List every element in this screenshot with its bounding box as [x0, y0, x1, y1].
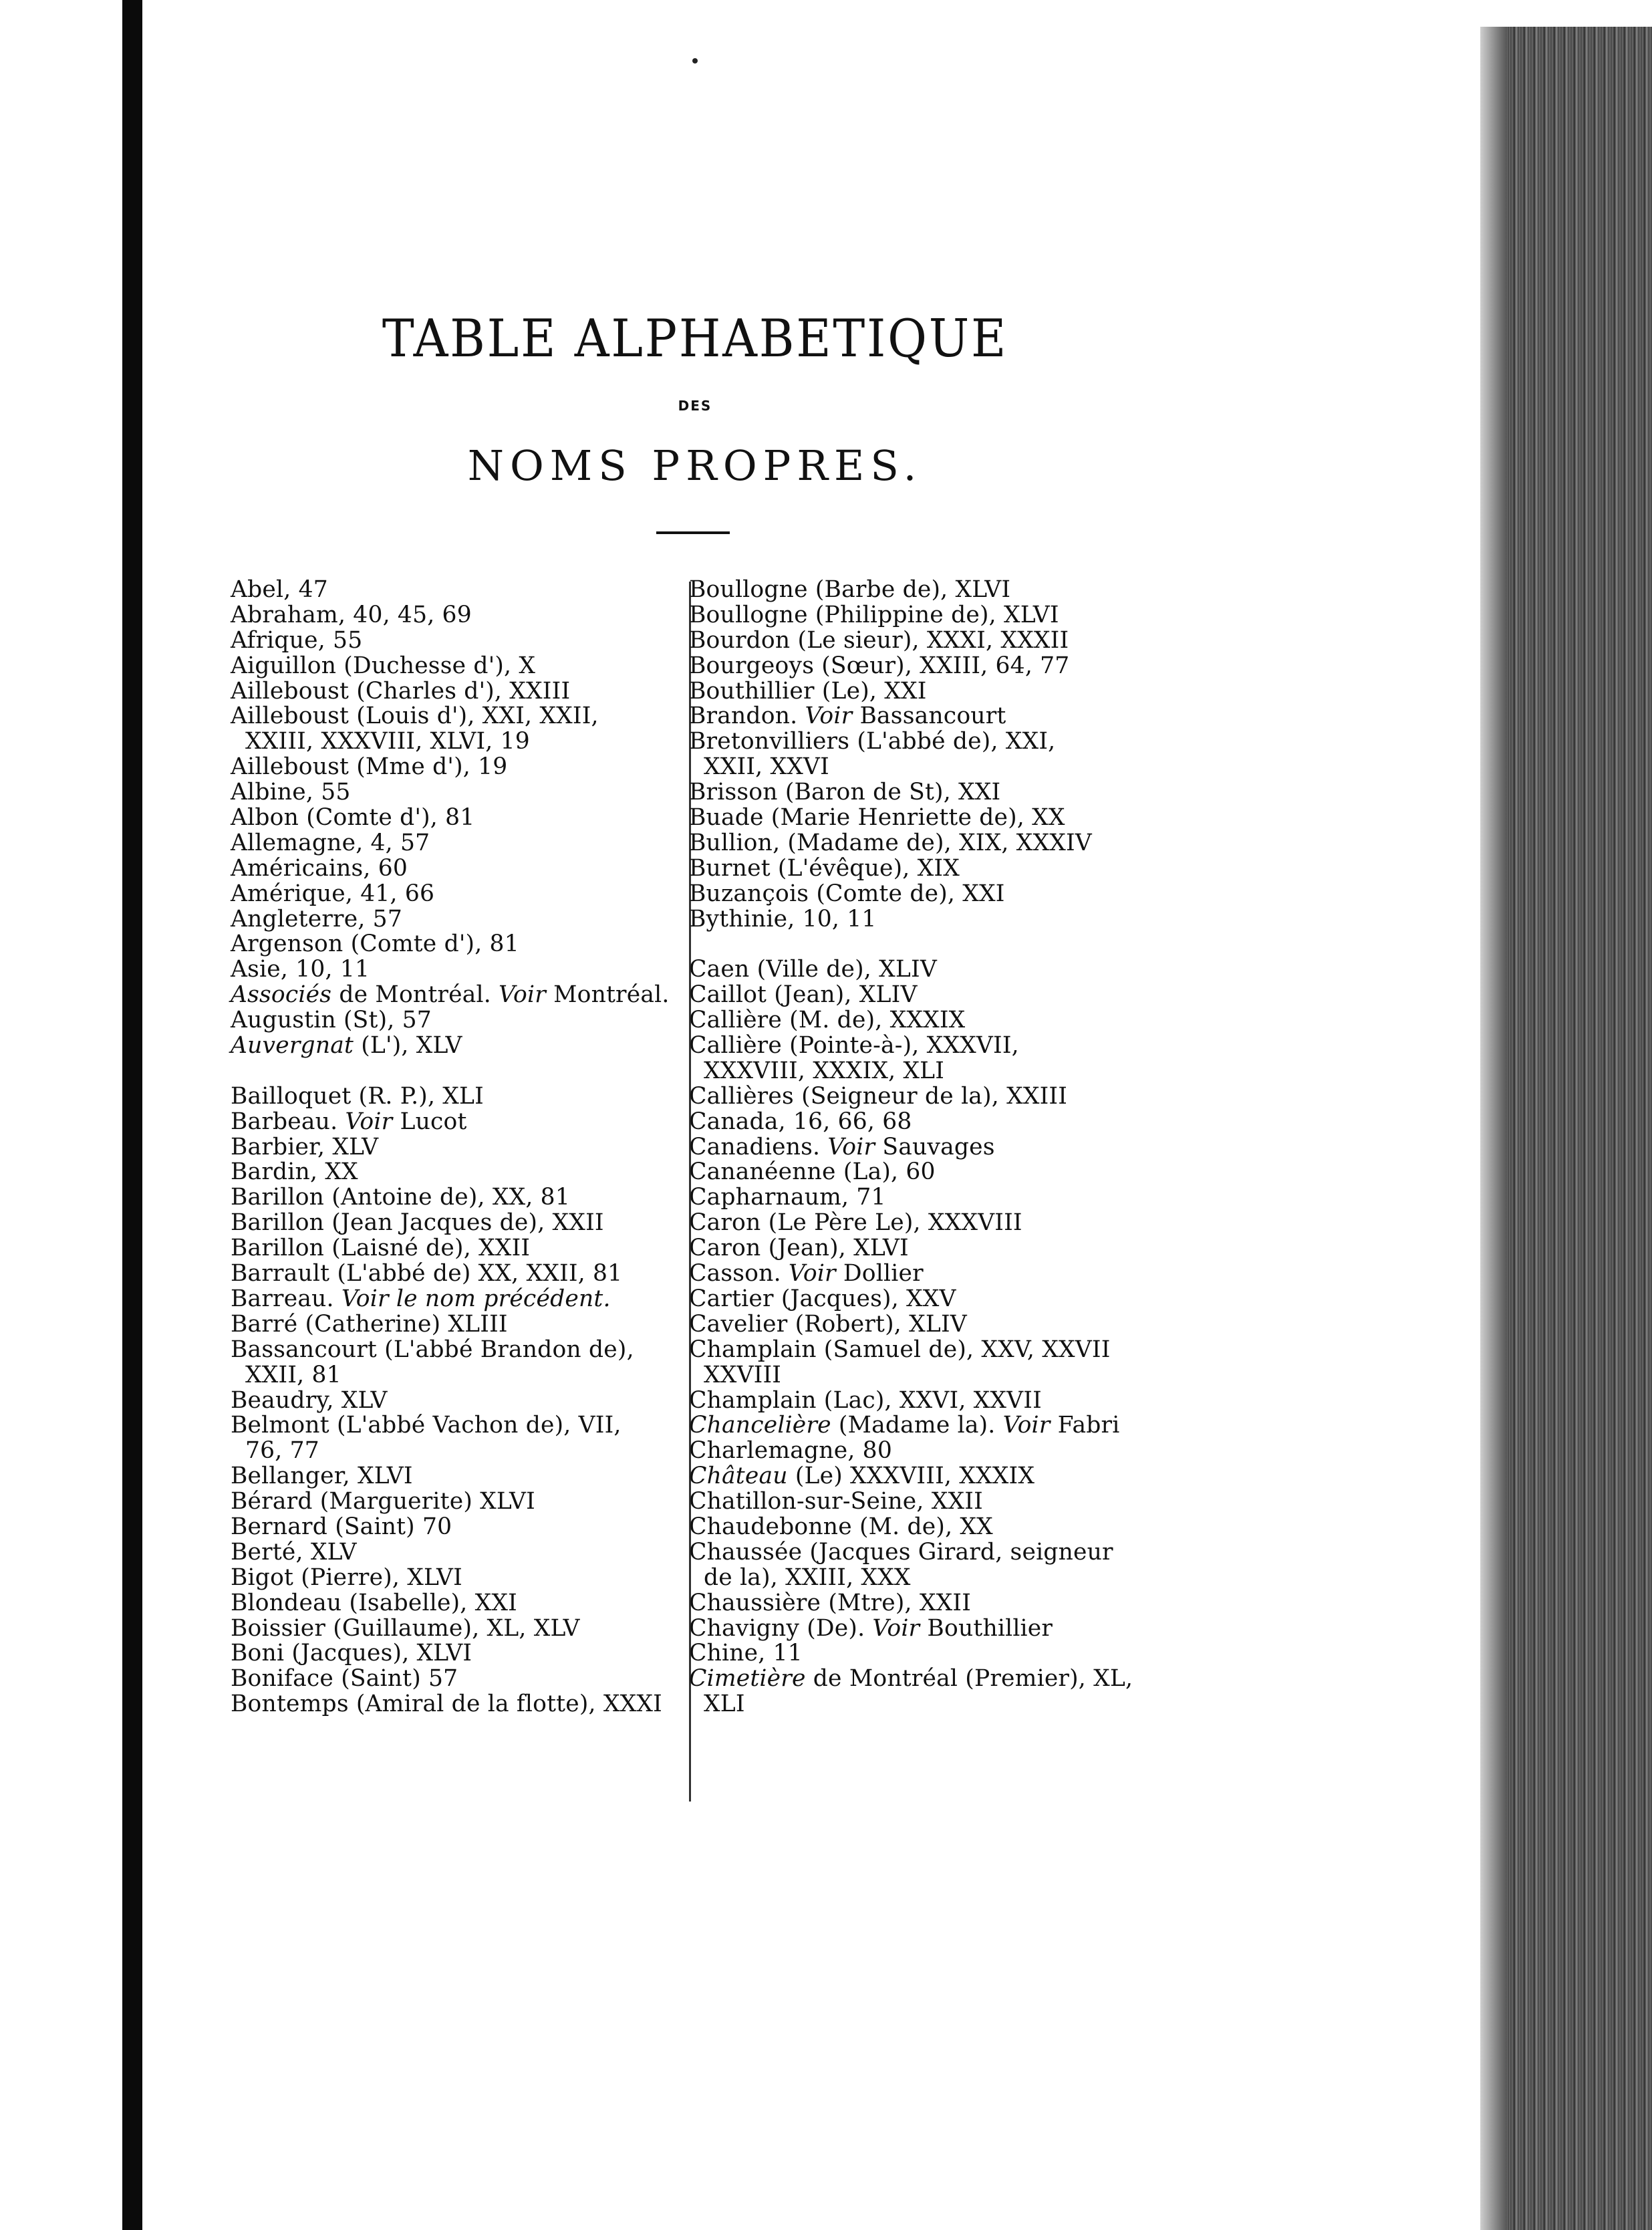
index-entry [231, 932, 685, 957]
index-entry-text: Chavigny (De). [689, 1614, 873, 1642]
index-entry-text: Augustin (St), 57 [231, 1007, 432, 1034]
index-entry [689, 957, 1137, 983]
index-entry [689, 1236, 1137, 1261]
index-entry [689, 578, 1137, 603]
index-entry-text: Cavelier (Robert), XLIV [689, 1310, 967, 1338]
index-entry-text: Chaudebonne (M. de), XX [689, 1513, 993, 1540]
index-entry [689, 1666, 1137, 1692]
index-entry [231, 831, 685, 856]
index-entry-text: de Montréal. [331, 981, 499, 1009]
index-entry-text: Caillot (Jean), XLIV [689, 981, 918, 1009]
index-entry-italic: Voir [499, 981, 546, 1009]
index-section-gap [231, 1059, 685, 1084]
page-mark [692, 58, 698, 64]
index-entry-text: Barrault (L'abbé de) XX, XXII, 81 [231, 1260, 623, 1287]
index-entry-text: Barillon (Antoine de), XX, 81 [231, 1184, 570, 1211]
index-entry [231, 983, 685, 1008]
index-entry [231, 578, 685, 603]
index-entry [689, 1261, 1137, 1287]
index-entry [231, 882, 685, 907]
index-entry-text: Afrique, 55 [231, 626, 363, 654]
index-entry-text: XXIII, XXXVIII, XLVI, 19 [245, 728, 530, 755]
index-entry-text: de Montréal (Premier), XL, [805, 1665, 1133, 1693]
index-entry-italic: Voir [788, 1260, 836, 1287]
index-entry-italic: Voir [805, 703, 853, 730]
index-entry-text: de la), XXIII, XXX [704, 1564, 911, 1591]
index-entry-text: Bontemps (Amiral de la flotte), XXXI [231, 1691, 662, 1718]
index-entry [231, 856, 685, 882]
index-entry-text: Boissier (Guillaume), XL, XLV [231, 1614, 580, 1642]
index-entry [689, 882, 1137, 907]
index-entry-text: Buzançois (Comte de), XXI [689, 880, 1005, 907]
index-entry-italic: Voir [345, 1108, 393, 1135]
index-entry-text: Albon (Comte d'), 81 [231, 804, 475, 832]
index-entry-text: Bailloquet (R. P.), XLI [231, 1082, 484, 1110]
index-entry [689, 806, 1137, 831]
index-entry-text: Abraham, 40, 45, 69 [231, 601, 472, 628]
index-entry-text: Barbeau. [231, 1108, 346, 1135]
index-entry-text: Barreau. [231, 1285, 341, 1312]
index-entry-text: Bretonvilliers (L'abbé de), XXI, [689, 728, 1056, 755]
index-entry [231, 1692, 685, 1717]
index-entry-text: Charlemagne, 80 [689, 1437, 892, 1465]
index-entry [231, 1489, 685, 1515]
index-entry [231, 704, 685, 729]
index-entry [689, 831, 1137, 856]
index-column-left [231, 578, 685, 1717]
index-entry [689, 1489, 1137, 1515]
index-section-gap [689, 932, 1137, 957]
index-entry-text: Canadiens. [689, 1133, 828, 1160]
page-title-secondary: NOMS PROPRES. [467, 441, 923, 490]
index-entry-text: XXII, 81 [245, 1361, 341, 1388]
index-entry-text: Callière (M. de), XXXIX [689, 1007, 966, 1034]
index-entry-text: Argenson (Comte d'), 81 [231, 931, 519, 958]
index-entry-text: Barré (Catherine) XLIII [231, 1310, 508, 1338]
index-entry [689, 1110, 1137, 1135]
index-entry [689, 983, 1137, 1008]
index-entry-italic: Voir [827, 1133, 875, 1160]
index-entry [231, 1135, 685, 1160]
index-entry [231, 1110, 685, 1135]
index-entry [231, 1008, 685, 1033]
index-entry-text: Allemagne, 4, 57 [231, 829, 430, 856]
index-entry [689, 1413, 1137, 1439]
index-entry [689, 780, 1137, 806]
index-entry-italic: Voir le nom précédent. [341, 1285, 611, 1312]
page-title: TABLE ALPHABETIQUE [382, 309, 1008, 369]
index-entry-text: Bérard (Marguerite) XLVI [231, 1488, 535, 1515]
index-entry [231, 1338, 685, 1363]
index-entry [231, 1616, 685, 1642]
index-entry [231, 1515, 685, 1540]
index-entry [689, 679, 1137, 705]
index-entry-text: Bernard (Saint) 70 [231, 1513, 452, 1540]
index-entry [231, 1641, 685, 1666]
index-entry [231, 654, 685, 679]
title-rule [656, 531, 730, 534]
index-entry-text: Asie, 10, 11 [231, 956, 370, 983]
index-entry [689, 1008, 1137, 1033]
index-entry [689, 1591, 1137, 1616]
index-entry [231, 628, 685, 654]
index-entry-text: Bouthillier (Le), XXI [689, 677, 927, 705]
index-entry [231, 1261, 685, 1287]
index-entry [689, 1692, 1137, 1717]
index-entry [231, 1464, 685, 1489]
index-entry-text: Chaussière (Mtre), XXII [689, 1589, 972, 1616]
index-entry-italic: Cimetière [689, 1665, 806, 1693]
index-entry-text: (L'), XLV [354, 1032, 462, 1060]
index-entry-text: Boniface (Saint) 57 [231, 1665, 458, 1693]
index-entry-text: Cartier (Jacques), XXV [689, 1285, 956, 1312]
index-entry [231, 729, 685, 755]
binding-shadow [122, 0, 142, 2230]
index-entry [231, 1084, 685, 1110]
index-entry-text: Boni (Jacques), XLVI [231, 1640, 472, 1667]
index-entry-text: Caron (Le Père Le), XXXVIII [689, 1209, 1022, 1237]
index-entry-text: Brisson (Baron de St), XXI [689, 779, 1001, 806]
index-entry-text: Champlain (Lac), XXVI, XXVII [689, 1386, 1042, 1414]
index-entry [231, 1388, 685, 1414]
index-entry-text: Bouthillier [920, 1614, 1053, 1642]
index-entry-text: Fabri [1050, 1412, 1120, 1439]
index-entry-italic: Chancelière [689, 1412, 831, 1439]
index-entry-text: Bassancourt [852, 703, 1006, 730]
index-entry [231, 957, 685, 983]
index-entry-text: Montréal. [545, 981, 670, 1009]
book-page-edges [1480, 27, 1652, 2230]
index-entry [231, 1566, 685, 1591]
index-entry-text: Barillon (Laisné de), XXII [231, 1235, 531, 1262]
index-entry [689, 856, 1137, 882]
index-entry-text: Canada, 16, 66, 68 [689, 1108, 912, 1135]
index-entry-text: Casson. [689, 1260, 789, 1287]
index-entry [231, 1540, 685, 1566]
index-entry-text: XLI [704, 1691, 745, 1718]
index-entry-text: XXXVIII, XXXIX, XLI [704, 1057, 945, 1084]
index-entry-text: Belmont (L'abbé Vachon de), VII, [231, 1412, 622, 1439]
index-entry-text: Caen (Ville de), XLIV [689, 956, 937, 983]
index-entry [689, 1363, 1137, 1388]
index-entry-text: Bassancourt (L'abbé Brandon de), [231, 1336, 634, 1363]
index-entry-italic: Auvergnat [231, 1032, 354, 1060]
index-entry-text: Sauvages [875, 1133, 995, 1160]
index-entry [689, 603, 1137, 628]
index-column-right [689, 578, 1137, 1717]
index-entry-text: Barbier, XLV [231, 1133, 379, 1160]
index-entry-text: Buade (Marie Henriette de), XX [689, 804, 1065, 832]
index-entry-text: 76, 77 [245, 1437, 319, 1465]
index-entry-text: Caron (Jean), XLVI [689, 1235, 909, 1262]
index-entry [689, 1616, 1137, 1642]
index-entry [689, 1185, 1137, 1211]
index-entry-text: Barillon (Jean Jacques de), XXII [231, 1209, 604, 1237]
index-entry-text: (Madame la). [831, 1412, 1003, 1439]
index-entry-text: Capharnaum, 71 [689, 1184, 886, 1211]
index-entry-text: Lucot [392, 1108, 467, 1135]
index-entry [231, 1033, 685, 1059]
index-entry [689, 1135, 1137, 1160]
index-entry [231, 1236, 685, 1261]
page-subtitle: DES [678, 398, 712, 414]
index-entry-text: Ailleboust (Louis d'), XXI, XXII, [231, 703, 599, 730]
index-entry [231, 1160, 685, 1185]
index-entry [689, 1338, 1137, 1363]
index-entry-text: Américains, 60 [231, 854, 408, 882]
index-entry [231, 679, 685, 705]
index-entry [231, 1287, 685, 1312]
index-entry-italic: Associés [231, 981, 332, 1009]
index-entry-text: Berté, XLV [231, 1538, 357, 1566]
index-entry-text: XXII, XXVI [704, 753, 829, 781]
index-entry [231, 780, 685, 806]
index-entry-text: Brandon. [689, 703, 805, 730]
index-entry [231, 1211, 685, 1236]
index-entry [231, 1666, 685, 1692]
index-entry [689, 654, 1137, 679]
index-entry [689, 1540, 1137, 1566]
index-entry-text: Abel, 47 [231, 576, 328, 603]
index-entry [231, 1439, 685, 1464]
index-entry-text: Chaussée (Jacques Girard, seigneur [689, 1538, 1113, 1566]
index-entry [689, 1312, 1137, 1338]
index-entry [231, 1363, 685, 1388]
index-entry [689, 1464, 1137, 1489]
index-entry-text: Bullion, (Madame de), XIX, XXXIV [689, 829, 1092, 856]
index-entry-text: Bardin, XX [231, 1158, 358, 1186]
index-entry-text: Boullogne (Barbe de), XLVI [689, 576, 1011, 603]
index-entry [689, 1059, 1137, 1084]
index-entry [689, 1211, 1137, 1236]
index-entry-text: Chatillon-sur-Seine, XXII [689, 1488, 983, 1515]
index-entry [689, 628, 1137, 654]
index-entry [689, 1388, 1137, 1414]
index-entry [689, 1515, 1137, 1540]
index-entry [689, 1033, 1137, 1059]
index-entry-text: Ailleboust (Charles d'), XXIII [231, 677, 571, 705]
index-entry-text: Callière (Pointe-à-), XXXVII, [689, 1032, 1019, 1060]
index-entry [231, 1185, 685, 1211]
index-entry-text: (Le) XXXVIII, XXXIX [787, 1463, 1035, 1490]
index-entry-text: Aiguillon (Duchesse d'), X [231, 652, 536, 679]
index-entry [689, 729, 1137, 755]
index-entry-text: Blondeau (Isabelle), XXI [231, 1589, 517, 1616]
index-entry [231, 1312, 685, 1338]
index-entry [689, 1084, 1137, 1110]
index-entry-text: Bythinie, 10, 11 [689, 905, 877, 933]
index-entry [231, 907, 685, 933]
index-entry [231, 1591, 685, 1616]
index-entry [231, 806, 685, 831]
index-entry [689, 1287, 1137, 1312]
index-entry [689, 755, 1137, 780]
index-entry-text: XXVIII [704, 1361, 782, 1388]
index-entry-italic: Château [689, 1463, 788, 1490]
index-entry [689, 907, 1137, 933]
index-entry-text: Bellanger, XLVI [231, 1463, 413, 1490]
index-entry-text: Boullogne (Philippine de), XLVI [689, 601, 1059, 628]
index-entry-text: Burnet (L'évêque), XIX [689, 854, 960, 882]
index-entry-text: Bourdon (Le sieur), XXXI, XXXII [689, 626, 1069, 654]
index-entry-text: Cananéenne (La), 60 [689, 1158, 936, 1186]
index-entry-text: Amérique, 41, 66 [231, 880, 435, 907]
index-entry-text: Champlain (Samuel de), XXV, XXVII [689, 1336, 1111, 1363]
index-entry-text: Beaudry, XLV [231, 1386, 388, 1414]
index-entry [689, 1160, 1137, 1185]
index-entry-text: Bigot (Pierre), XLVI [231, 1564, 462, 1591]
index-entry-text: Chine, 11 [689, 1640, 803, 1667]
index-entry-text: Bourgeoys (Sœur), XXIII, 64, 77 [689, 652, 1070, 679]
index-entry-text: Callières (Seigneur de la), XXIII [689, 1082, 1068, 1110]
index-entry [231, 1413, 685, 1439]
index-entry [689, 1641, 1137, 1666]
index-entry-text: Dollier [835, 1260, 924, 1287]
index-entry-italic: Voir [1002, 1412, 1051, 1439]
index-entry [689, 1439, 1137, 1464]
index-entry-italic: Voir [872, 1614, 920, 1642]
index-entry-text: Albine, 55 [231, 779, 351, 806]
index-entry [689, 1566, 1137, 1591]
index-entry-text: Ailleboust (Mme d'), 19 [231, 753, 508, 781]
index-entry [231, 755, 685, 780]
page-edge-top [1480, 0, 1652, 27]
index-entry-text: Angleterre, 57 [231, 905, 402, 933]
index-entry [231, 603, 685, 628]
index-entry [689, 704, 1137, 729]
